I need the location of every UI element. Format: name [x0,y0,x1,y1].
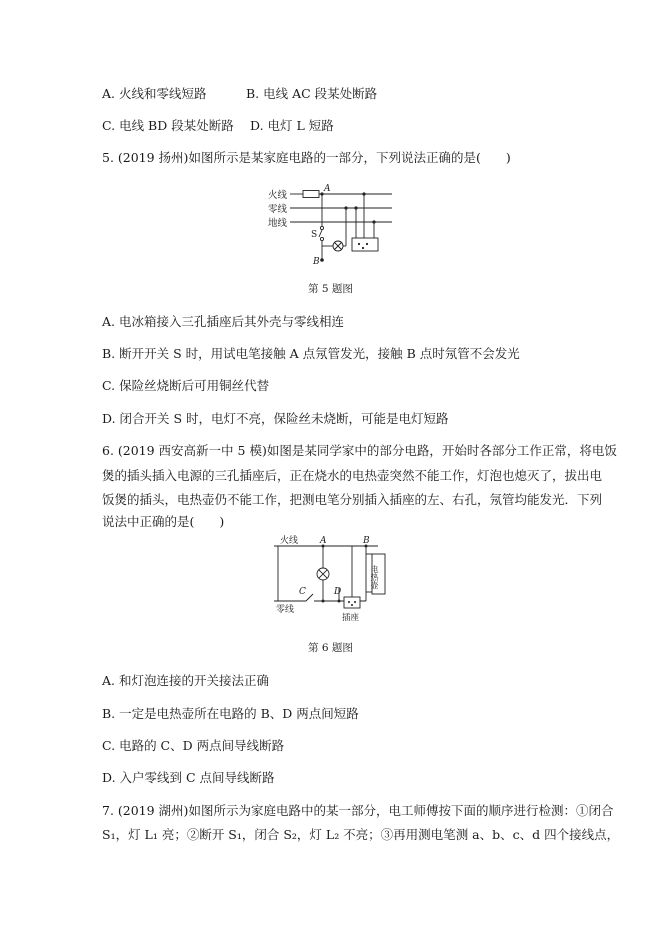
q6-stem-line-2: 煲的插头插入电源的三孔插座后，正在烧水的电热壶突然不能工作，灯泡也熄灭了，拔出电 [102,468,603,483]
q6-option-c: C. 电路的 C、D 两点间导线断路 [102,738,285,753]
q5-caption: 第 5 题图 [308,283,353,295]
q6-point-b-label: B [363,536,370,546]
q5-point-b-label: B [313,257,320,267]
prev-option-c: C. 电线 BD 段某处断路 [102,118,234,133]
q5-option-d: D. 闭合开关 S 时，电灯不亮，保险丝未烧断，可能是电灯短路 [102,411,449,426]
q6-circuit-diagram [266,532,396,632]
q5-switch-s-label: S [311,230,318,240]
q5-option-c: C. 保险丝烧断后可用铜丝代替 [102,378,270,393]
q5-live-label: 火线 [268,190,288,201]
q6-point-c-label: C [299,587,306,597]
q5-option-a: A. 电冰箱接入三孔插座后其外壳与零线相连 [102,314,344,329]
q6-point-a-label: A [320,536,327,546]
q6-neutral-label: 零线 [276,605,295,615]
q6-option-b: B. 一定是电热壶所在电路的 B、D 两点间短路 [102,706,359,721]
prev-option-b: B. 电线 AC 段某处断路 [246,86,378,101]
q5-ground-label: 地线 [268,218,288,229]
q6-caption: 第 6 题图 [308,642,353,654]
q5-neutral-label: 零线 [268,204,288,215]
q7-stem-line-2: S₁，灯 L₁ 亮；②断开 S₁，闭合 S₂，灯 L₂ 不亮；③再用测电笔测 a、b、c、d 四个接线点， [102,827,620,842]
q6-point-d-label: D [334,587,342,597]
q6-socket-label: 插座 [342,613,360,623]
q6-stem-line-1: 6. (2019 西安高新一中 5 模)如图是某同学家中的部分电路，开始时各部分工作正常，将电饭 [102,443,617,458]
q6-kettle-label: 电热壶 [370,565,379,589]
q6-stem-line-3: 饭煲的插头，电热壶仍不能工作，把测电笔分别插入插座的左、右孔，氖管均能发光．下列 [102,492,603,507]
q6-live-label: 火线 [280,536,299,546]
q6-option-a: A. 和灯泡连接的开关接法正确 [102,673,269,688]
q5-circuit-diagram [258,182,408,272]
q6-option-d: D. 入户零线到 C 点间导线断路 [102,770,275,785]
q7-stem-line-1: 7. (2019 湖州)如图所示为家庭电路中的某一部分，电工师傅按下面的顺序进行检测：①闭合 [102,803,614,818]
prev-option-a: A. 火线和零线短路 [102,86,207,101]
prev-option-d: D. 电灯 L 短路 [250,118,334,133]
q5-option-b: B. 断开开关 S 时，用试电笔接触 A 点氖管发光，接触 B 点时氖管不会发光 [102,346,520,361]
q5-stem: 5. (2019 扬州)如图所示是某家庭电路的一部分，下列说法正确的是( ) [102,150,511,165]
q5-point-a-label: A [324,184,331,194]
q6-stem-line-4: 说法中正确的是( ) [102,514,225,529]
